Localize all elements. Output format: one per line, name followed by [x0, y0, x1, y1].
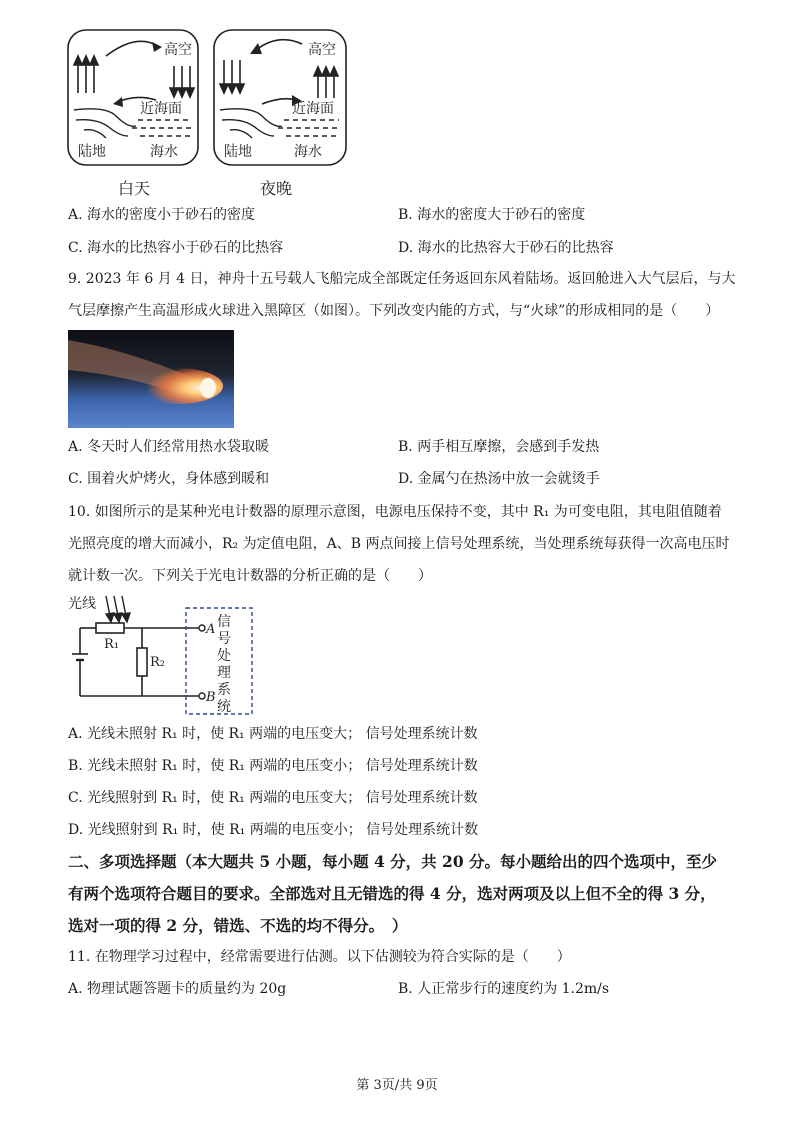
light-label: 光线 — [68, 596, 96, 612]
day-land-label: 陆地 — [78, 144, 106, 160]
q8-option-d: D. 海水的比热容大于砂石的比热容 — [398, 240, 614, 256]
q10-option-c: C. 光线照射到 R₁ 时，使 R₁ 两端的电压变大； 信号处理系统计数 — [68, 790, 478, 806]
q9-stem-line-1: 9. 2023 年 6 月 4 日，神舟十五号载人飞船完成全部既定任务返回东风着陆场。返回舱进入大气层后，与大 — [68, 271, 736, 287]
q11-stem: 11. 在物理学习过程中，经常需要进行估测。以下估测较为符合实际的是（ ） — [68, 949, 571, 965]
circuit-svg — [66, 592, 262, 720]
night-land-label: 陆地 — [224, 144, 252, 160]
q10-stem-line-2: 光照亮度的增大而减小，R₂ 为定值电阻，A、B 两点间接上信号处理系统，当处理系统每获得一次高电压时 — [68, 536, 730, 552]
section2-line-1: 二、多项选择题（本大题共 5 小题，每小题 4 分，共 20 分。每小题给出的四个选项中，至少 — [68, 852, 718, 871]
q10-option-d: D. 光线照射到 R₁ 时，使 R₁ 两端的电压变小； 信号处理系统计数 — [68, 822, 479, 838]
system-char-1: 信 — [217, 614, 231, 630]
q10-stem-line-3: 就计数一次。下列关于光电计数器的分析正确的是（ ） — [68, 568, 432, 584]
a-label: A — [206, 622, 216, 637]
q11-option-a: A. 物理试题答题卡的质量约为 20g — [68, 981, 287, 997]
reentry-capsule-photo — [68, 330, 234, 428]
day-sea-label: 海水 — [150, 144, 178, 160]
night-caption: 夜晚 — [260, 179, 293, 198]
terminal-b — [199, 693, 205, 699]
q9-option-a: A. 冬天时人们经常用热水袋取暖 — [68, 439, 270, 455]
r1-resistor — [96, 623, 124, 633]
system-char-4: 理 — [217, 665, 231, 681]
day-high-label: 高空 — [164, 42, 192, 58]
page-footer: 第 3页/共 9页 — [356, 1078, 438, 1093]
q9-option-b: B. 两手相互摩擦，会感到手发热 — [398, 439, 600, 455]
night-diagram — [214, 30, 346, 165]
q10-option-b: B. 光线未照射 R₁ 时，使 R₁ 两端的电压变小； 信号处理系统计数 — [68, 758, 478, 774]
system-char-6: 统 — [217, 699, 231, 715]
day-caption: 白天 — [118, 179, 151, 198]
q11-option-b: B. 人正常步行的速度约为 1.2m/s — [398, 981, 610, 997]
r2-resistor — [137, 648, 147, 676]
section2-line-2: 有两个选项符合题目的要求。全部选对且无错选的得 4 分，选对两项及以上但不全的得 3 分， — [68, 884, 716, 903]
system-char-3: 处 — [217, 648, 231, 664]
day-sea-level-label: 近海面 — [140, 101, 182, 117]
q8-option-a: A. 海水的密度小于砂石的密度 — [68, 207, 256, 223]
system-char-5: 系 — [217, 682, 231, 698]
sea-breeze-diagrams — [66, 28, 356, 203]
q8-option-b: B. 海水的密度大于砂石的密度 — [398, 207, 586, 223]
terminal-a — [199, 625, 205, 631]
q9-option-d: D. 金属勺在热汤中放一会就烫手 — [398, 471, 600, 487]
q8-option-c: C. 海水的比热容小于砂石的比热容 — [68, 240, 284, 256]
night-high-label: 高空 — [308, 42, 336, 58]
q10-option-a: A. 光线未照射 R₁ 时，使 R₁ 两端的电压变大； 信号处理系统计数 — [68, 726, 478, 742]
night-sea-label: 海水 — [294, 144, 322, 160]
r2-label: R₂ — [150, 655, 165, 670]
q9-stem-line-2: 气层摩擦产生高温形成火球进入黑障区（如图）。下列改变内能的方式，与“火球”的形成相同的是（ ） — [68, 303, 720, 319]
b-label: B — [206, 690, 216, 705]
sea-breeze-svg — [66, 28, 356, 203]
section2-line-3: 选对一项的得 2 分，错选、不选的均不得分。 ） — [68, 916, 408, 935]
system-char-2: 号 — [217, 631, 231, 647]
night-sea-level-label: 近海面 — [292, 101, 334, 117]
q9-option-c: C. 围着火炉烤火，身体感到暖和 — [68, 471, 270, 487]
photoelectric-counter-circuit — [66, 592, 262, 720]
reentry-capsule-svg — [68, 330, 234, 428]
day-diagram — [68, 30, 198, 165]
r1-label: R₁ — [104, 637, 119, 652]
q10-stem-line-1: 10. 如图所示的是某种光电计数器的原理示意图，电源电压保持不变，其中 R₁ 为可变电阻，其电阻值随着 — [68, 504, 722, 520]
